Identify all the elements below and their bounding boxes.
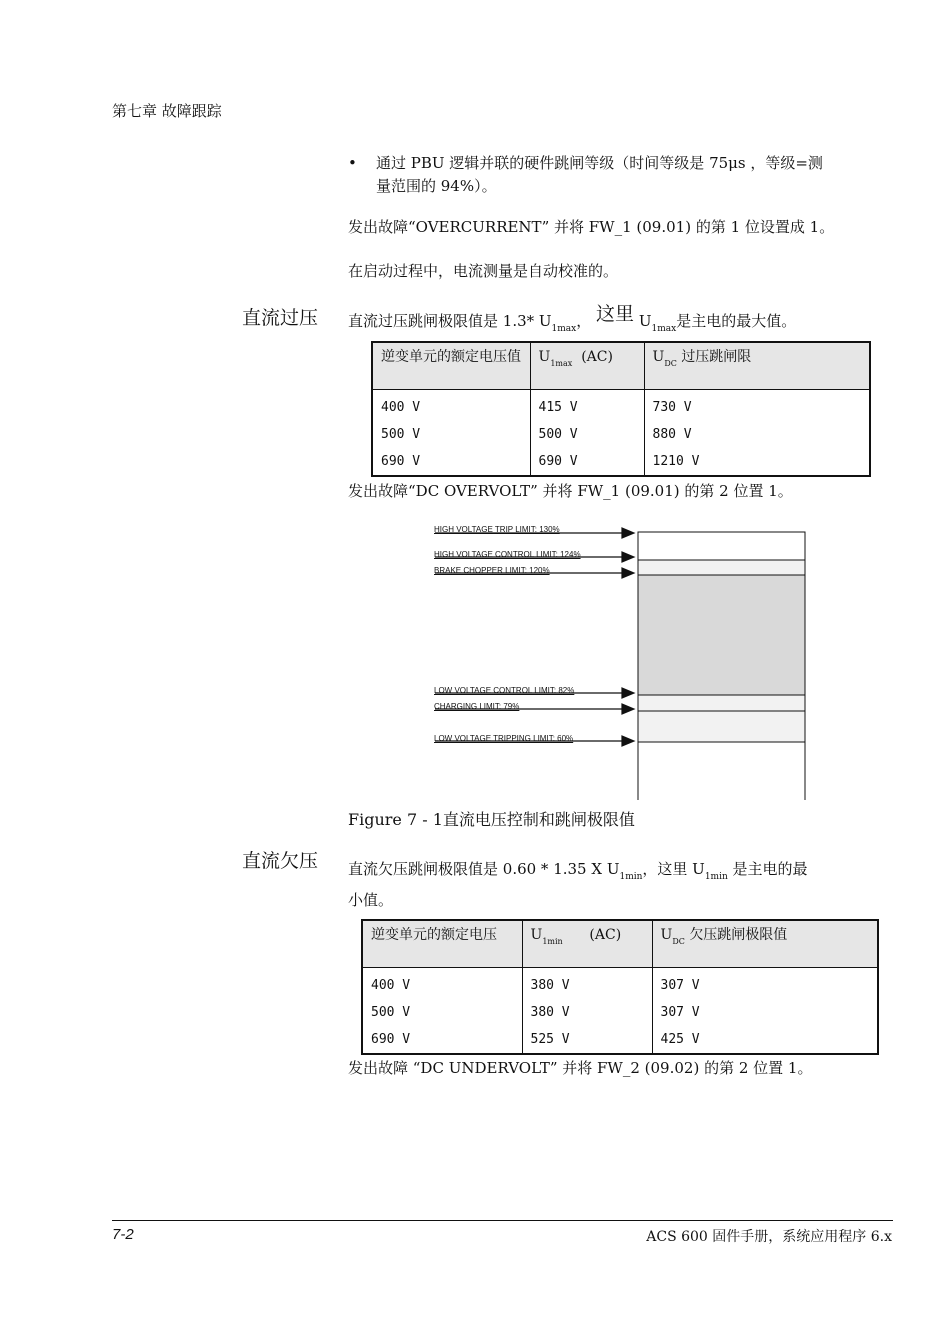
table-cell: 690 V (372, 448, 530, 476)
header-sub: DC (664, 359, 677, 368)
header-tail: 过压跳闸限 (681, 349, 752, 365)
table-cell: 307 V (652, 968, 878, 1000)
table-cell: 400 V (372, 390, 530, 422)
footer-divider (112, 1220, 893, 1221)
undervoltage-table (361, 919, 879, 1055)
table-header-udc (652, 920, 878, 968)
table-header-rated: 逆变单元的额定电压 (362, 920, 522, 968)
arrow-head-icon (622, 528, 634, 538)
overvolt-fault-text: 发出故障“DC OVERVOLT” 并将 FW_1 (09.01) 的第 2 位置 1。 (348, 482, 793, 500)
diagram-band-light (638, 711, 805, 742)
dc-overvoltage-heading: 直流过压 (242, 307, 319, 329)
dc-voltage-diagram (430, 520, 810, 802)
header-tail: (AC) (589, 927, 622, 943)
table-row (372, 390, 870, 422)
table-row (372, 421, 870, 448)
desc-subscript: 1min (704, 872, 728, 882)
header-tail: 欠压跳闸极限值 (689, 927, 788, 943)
header-tail: (AC) (581, 349, 613, 365)
table-row (362, 1026, 878, 1054)
header-u: U (538, 349, 551, 365)
diagram-band-normal (638, 575, 805, 695)
diagram-band-light (638, 695, 805, 711)
table-cell: 415 V (530, 390, 644, 422)
table-row (362, 968, 878, 1000)
desc-subscript: 1max (651, 324, 677, 334)
arrow-head-icon (622, 704, 634, 714)
dc-undervoltage-heading: 直流欠压 (242, 850, 319, 872)
figure-caption: Figure 7 - 1直流电压控制和跳闸极限值 (348, 810, 635, 829)
desc-part: 直流过压跳闸极限值是 1.3* U (348, 312, 552, 330)
chapter-title: 第七章 故障跟踪 (112, 102, 222, 120)
desc-part-large: 这里 (596, 303, 635, 325)
table-cell: 690 V (530, 448, 644, 476)
dc-undervoltage-desc (348, 858, 888, 912)
header-sub: 1max (550, 359, 573, 368)
header-sub: DC (672, 937, 685, 946)
bullet-line-2: 量范围的 94%）。 (376, 177, 497, 195)
label-low-voltage-control: LOW VOLTAGE CONTROL LIMIT: 82% (434, 686, 575, 695)
table-cell: 307 V (652, 999, 878, 1026)
calibration-text: 在启动过程中，电流测量是自动校准的。 (348, 262, 619, 280)
label-brake-chopper: BRAKE CHOPPER LIMIT: 120% (434, 566, 550, 575)
page-number: 7-2 (112, 1226, 134, 1243)
header-u: U (652, 349, 665, 365)
arrow-head-icon (622, 568, 634, 578)
header-u: U (530, 927, 543, 943)
table-row (362, 999, 878, 1026)
diagram-band-light (638, 560, 805, 575)
desc-part: U (634, 312, 652, 330)
arrow-head-icon (622, 688, 634, 698)
desc-part: 直流欠压跳闸极限值是 0.60 * 1.35 X U (348, 860, 620, 878)
table-row (372, 448, 870, 476)
bullet-line-1: 通过 PBU 逻辑并联的硬件跳闸等级（时间等级是 75μs ，等级=测 (376, 154, 823, 172)
header-sub: 1min (542, 937, 563, 946)
table-header-rated: 逆变单元的额定电压值 (372, 342, 530, 390)
desc-part: 是主电的最 (727, 860, 808, 878)
table-cell: 730 V (644, 390, 870, 422)
label-high-voltage-trip: HIGH VOLTAGE TRIP LIMIT: 130% (434, 525, 560, 534)
table-cell: 690 V (362, 1026, 522, 1054)
desc-part: 是主电的最大值。 (676, 312, 797, 330)
table-header-u1max (530, 342, 644, 390)
desc-part: ，这里 U (642, 860, 705, 878)
dc-overvoltage-desc (348, 303, 888, 341)
table-cell: 880 V (644, 421, 870, 448)
header-u: U (660, 927, 673, 943)
undervolt-fault-text: 发出故障 “DC UNDERVOLT” 并将 FW_2 (09.02) 的第 2 位置 1。 (348, 1059, 813, 1077)
table-cell: 500 V (530, 421, 644, 448)
desc-part: ， (576, 312, 592, 330)
arrow-head-icon (622, 552, 634, 562)
overvoltage-table (371, 341, 871, 477)
table-cell: 380 V (522, 968, 652, 1000)
table-cell: 1210 V (644, 448, 870, 476)
desc-line-2: 小值。 (348, 891, 394, 909)
label-charging: CHARGING LIMIT: 79% (434, 702, 520, 711)
label-low-voltage-tripping: LOW VOLTAGE TRIPPING LIMIT: 60% (434, 734, 574, 743)
bullet-item (348, 152, 888, 198)
table-header-u1min (522, 920, 652, 968)
table-cell: 500 V (362, 999, 522, 1026)
arrow-head-icon (622, 736, 634, 746)
overcurrent-fault-text: 发出故障“OVERCURRENT” 并将 FW_1 (09.01) 的第 1 位设置成 1。 (348, 218, 835, 236)
table-cell: 500 V (372, 421, 530, 448)
table-header-udc (644, 342, 870, 390)
desc-subscript: 1max (551, 324, 577, 334)
desc-subscript: 1min (619, 872, 643, 882)
desc-line-1 (348, 858, 888, 889)
table-cell: 425 V (652, 1026, 878, 1054)
label-high-voltage-control: HIGH VOLTAGE CONTROL LIMIT: 124% (434, 550, 581, 559)
manual-title: ACS 600 固件手册，系统应用程序 6.x (646, 1229, 892, 1245)
table-cell: 380 V (522, 999, 652, 1026)
table-cell: 400 V (362, 968, 522, 1000)
bullet-icon: • (348, 154, 357, 172)
table-cell: 525 V (522, 1026, 652, 1054)
